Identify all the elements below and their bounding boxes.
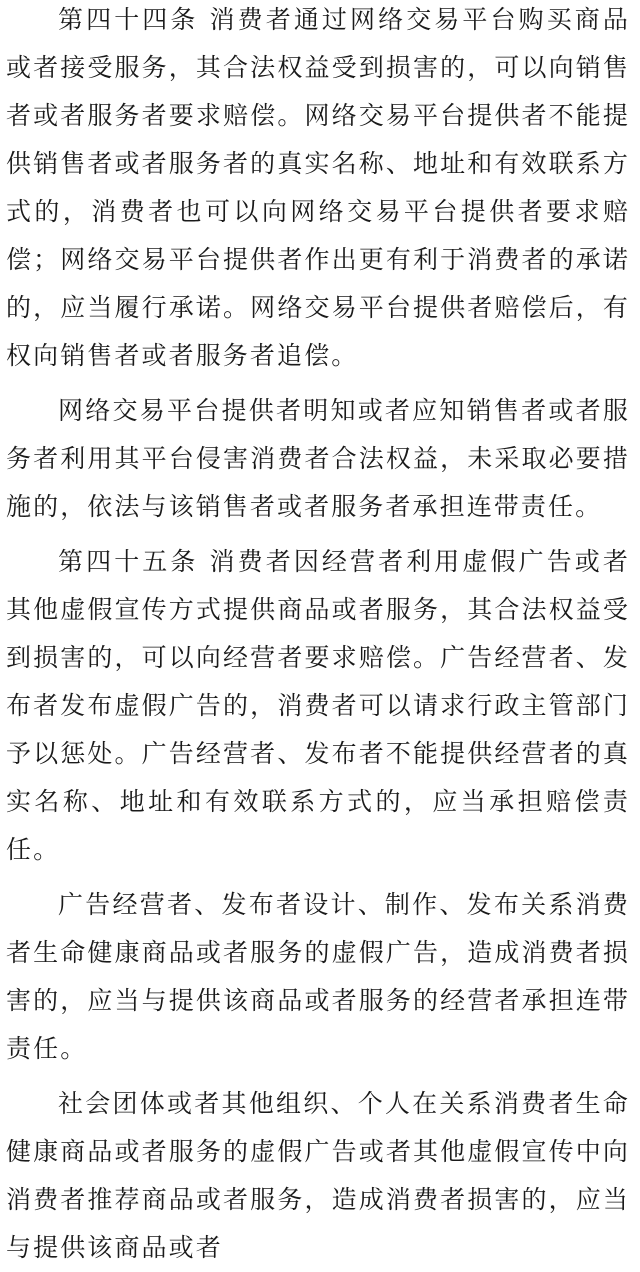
paragraph-platform-liability: 网络交易平台提供者明知或者应知销售者或者服务者利用其平台侵害消费者合法权益，未采取必要措施的，依法与该销售者或者服务者承担连带责任。 xyxy=(6,396,630,521)
paragraph-article-45: 第四十五条 消费者因经营者利用虚假广告或者其他虚假宣传方式提供商品或者服务，其合法权益受到损害的，可以向经营者要求赔偿。广告经营者、发布者发布虚假广告的，消费者可以请求行政主管部门予以惩处。广告经营者、发布者不能提供经营者的真实名称、地址和有效联系方式的，应当承担赔偿责任。 xyxy=(6,547,630,864)
paragraph-endorser-liability: 社会团体或者其他组织、个人在关系消费者生命健康商品或者服务的虚假广告或者其他虚假宣传中向消费者推荐商品或者服务，造成消费者损害的，应当与提供该商品或者 xyxy=(6,1089,630,1262)
paragraph-advertiser-liability: 广告经营者、发布者设计、制作、发布关系消费者生命健康商品或者服务的虚假广告，造成消费者损害的，应当与提供该商品或者服务的经营者承担连带责任。 xyxy=(6,890,630,1063)
paragraph-article-44: 第四十四条 消费者通过网络交易平台购买商品或者接受服务，其合法权益受到损害的，可以向销售者或者服务者要求赔偿。网络交易平台提供者不能提供销售者或者服务者的真实名称、地址和有效联系方式的，消费者也可以向网络交易平台提供者要求赔偿；网络交易平台提供者作出更有利于消费者的承诺的，应当履行承诺。网络交易平台提供者赔偿后，有权向销售者或者服务者追偿。 xyxy=(6,5,630,370)
document-page xyxy=(6,0,630,1272)
